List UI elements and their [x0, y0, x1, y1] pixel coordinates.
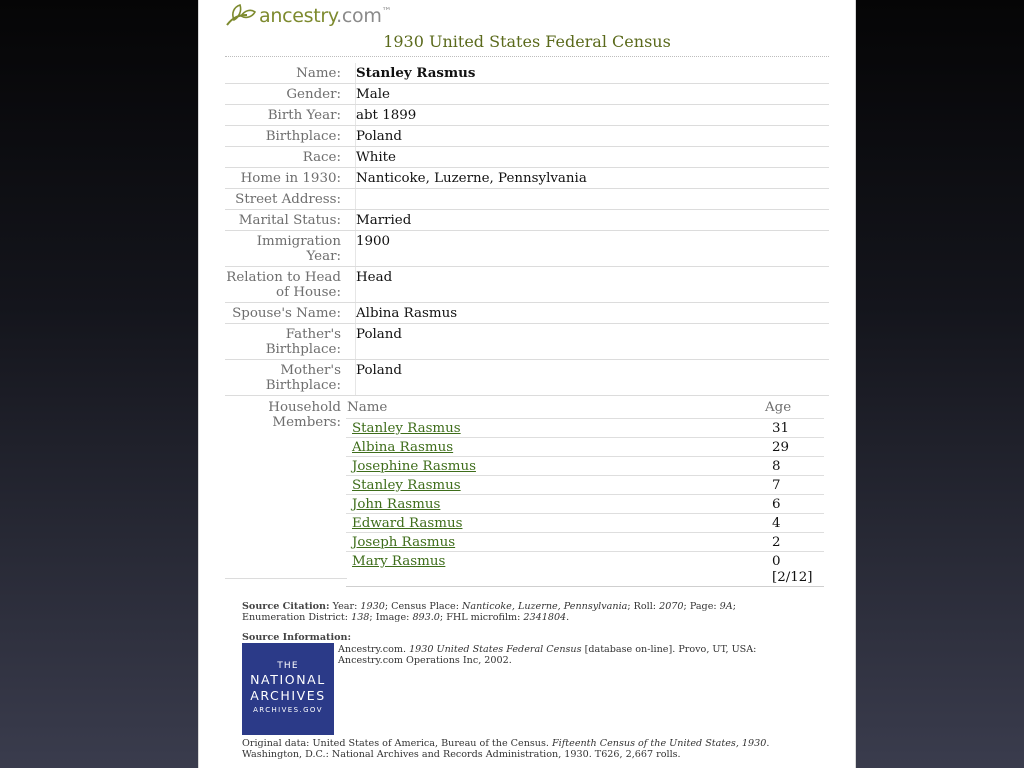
source-information-text: Ancestry.com. 1930 United States Federal Census [database on-line]. Provo, UT, USA: Ancestry.com Operations Inc, 2002. — [338, 644, 757, 666]
field-label: Street Address: — [235, 192, 341, 207]
field-row-birth-year — [225, 105, 829, 126]
table-row — [346, 495, 824, 514]
column-header-age: Age — [765, 400, 792, 415]
field-row-birthplace — [225, 126, 829, 147]
member-age: 4 — [772, 516, 781, 531]
page-title: 1930 United States Federal Census — [225, 32, 829, 57]
ancestry-logo[interactable] — [225, 2, 391, 30]
field-row-gender — [225, 84, 829, 105]
field-value-gender: Male — [355, 84, 829, 104]
field-value-birth-year: abt 1899 — [355, 105, 829, 125]
field-value-name: Stanley Rasmus — [355, 63, 829, 83]
field-label-line: Household — [268, 400, 341, 415]
source-citation: Source Citation: Year: 1930; Census Place: Nanticoke, Luzerne, Pennsylvania; Roll: 2070; Page: 9A; Enumeration District: 138; Image: 893.0; FHL microfilm: 2341804. — [242, 601, 736, 623]
field-label — [225, 324, 341, 359]
leaf-icon — [225, 3, 257, 29]
table-row — [346, 533, 824, 552]
logo-brand: ancestry — [259, 5, 337, 27]
member-link[interactable]: Josephine Rasmus — [352, 459, 476, 474]
field-label: Immigration Year: — [256, 234, 341, 264]
field-row-relation — [225, 267, 829, 303]
source-citation-label: Source Citation: — [242, 601, 330, 612]
record-fields — [225, 63, 829, 587]
field-value-spouse: Albina Rasmus — [355, 303, 829, 323]
field-row-immigration-year — [225, 231, 829, 267]
column-header-name: Name — [347, 400, 388, 415]
member-age: 31 — [772, 421, 790, 436]
field-label — [225, 360, 341, 395]
member-age: 7 — [772, 478, 781, 493]
field-label: Home in 1930: — [240, 171, 341, 186]
member-age: 6 — [772, 497, 781, 512]
field-label: Birthplace: — [265, 129, 341, 144]
field-value-marital-status: Married — [355, 210, 829, 230]
member-link[interactable]: Stanley Rasmus — [352, 421, 461, 436]
member-age-note: [2/12] — [772, 570, 813, 585]
member-link[interactable]: Stanley Rasmus — [352, 478, 461, 493]
table-row — [346, 476, 824, 495]
table-row — [346, 419, 824, 438]
field-value-birthplace: Poland — [355, 126, 829, 146]
member-link[interactable]: Edward Rasmus — [352, 516, 463, 531]
member-age: 2 — [772, 535, 781, 550]
field-label: Name: — [296, 66, 341, 81]
field-value-home: Nanticoke, Luzerne, Pennsylvania — [355, 168, 829, 188]
field-row-name — [225, 63, 829, 84]
field-label-line: Relation to Head — [226, 270, 341, 285]
member-link[interactable]: Joseph Rasmus — [352, 535, 456, 550]
national-archives-logo[interactable]: THE NATIONAL ARCHIVES ARCHIVES.GOV — [242, 643, 334, 735]
field-row-marital-status — [225, 210, 829, 231]
field-label — [225, 267, 341, 302]
field-label: Race: — [302, 150, 341, 165]
member-age: 8 — [772, 459, 781, 474]
household-table — [346, 396, 824, 587]
field-row-mother-birthplace — [225, 360, 829, 396]
field-label: Birth Year: — [267, 108, 341, 123]
member-age: 29 — [772, 440, 790, 455]
member-link[interactable]: Mary Rasmus — [352, 554, 446, 569]
field-label — [225, 396, 341, 587]
divider — [225, 578, 347, 579]
household-table-header — [346, 396, 824, 419]
source-information-label: Source Information: — [242, 632, 352, 643]
table-row — [346, 457, 824, 476]
field-label-line: of House: — [276, 285, 341, 300]
field-value-relation: Head — [355, 267, 829, 302]
table-row — [346, 514, 824, 533]
field-label-line: Birthplace: — [265, 342, 341, 357]
field-label-line: Members: — [272, 415, 341, 430]
original-data-text: Original data: United States of America, Bureau of the Census. Fifteenth Census of the United States, 1930. Washington, D.C.: National Archives and Records Administration, 1930. T626, 2,667 rolls. — [242, 738, 770, 760]
field-label-line: Mother's — [280, 363, 341, 378]
field-row-race — [225, 147, 829, 168]
field-value-mother-birthplace: Poland — [355, 360, 829, 395]
table-row — [346, 438, 824, 457]
member-link[interactable]: John Rasmus — [352, 497, 441, 512]
field-value-street-address — [355, 189, 829, 209]
field-label: Gender: — [286, 87, 341, 102]
field-label-line: Birthplace: — [265, 378, 341, 393]
household-members — [225, 396, 829, 587]
field-row-spouse — [225, 303, 829, 324]
logo-suffix: .com — [336, 5, 382, 27]
member-link[interactable]: Albina Rasmus — [352, 440, 454, 455]
census-record-page — [198, 0, 856, 768]
table-row — [346, 552, 824, 586]
member-age: 0 — [772, 554, 781, 569]
logo-tm: ™ — [381, 6, 392, 18]
field-value-father-birthplace: Poland — [355, 324, 829, 359]
field-value-immigration-year: 1900 — [355, 231, 829, 266]
field-value-race: White — [355, 147, 829, 167]
field-row-father-birthplace — [225, 324, 829, 360]
field-label-line: Father's — [285, 327, 341, 342]
field-row-home — [225, 168, 829, 189]
field-row-street-address — [225, 189, 829, 210]
field-label: Marital Status: — [238, 213, 341, 228]
field-label: Spouse's Name: — [232, 306, 341, 321]
